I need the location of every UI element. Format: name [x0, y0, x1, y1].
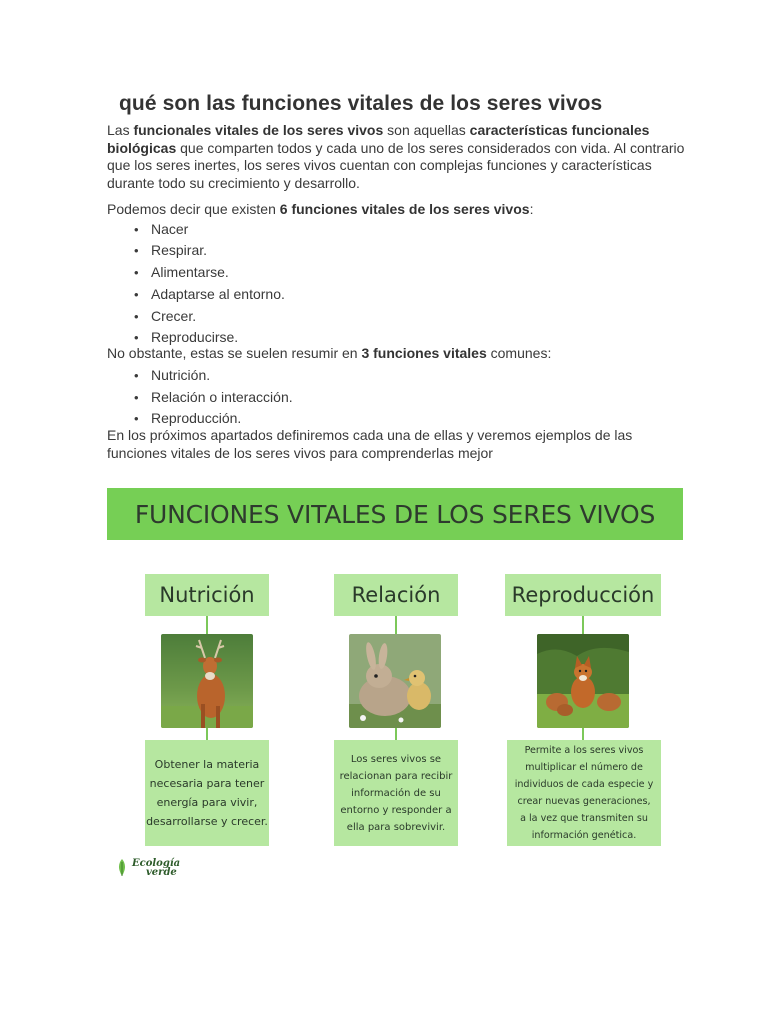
six-functions-paragraph: Podemos decir que existen 6 funciones vitales de los seres vivos:	[107, 201, 534, 217]
infographic-banner: FUNCIONES VITALES DE LOS SERES VIVOS	[107, 488, 683, 540]
deer-photo	[161, 634, 253, 728]
heading-nutricion: Nutrición	[145, 574, 269, 616]
three-functions-list	[107, 365, 687, 430]
fox-family-photo	[537, 634, 629, 728]
bunny-chick-photo	[349, 634, 441, 728]
infographic	[107, 488, 683, 888]
intro-paragraph: Las funcionales vitales de los seres vivos son aquellas características funcionales biológicas que comparten todos y cada uno de los seres considerados con vida. Al contrario que los seres inertes, los seres vivos cuentan con complejas funciones y características durante todo su crecimiento y desarrollo.	[107, 122, 685, 191]
list-item: • Crecer.	[151, 306, 687, 328]
page-title: qué son las funciones vitales de los seres vivos	[119, 92, 603, 115]
leaf-icon	[115, 858, 129, 878]
three-functions-paragraph: No obstante, estas se suelen resumir en 3 funciones vitales comunes:	[107, 345, 552, 362]
list-item: • Nutrición.	[151, 365, 687, 387]
ecologia-verde-logo: Ecología verde	[115, 858, 180, 878]
list-item: • Nacer	[151, 219, 687, 241]
list-item: • Adaptarse al entorno.	[151, 284, 687, 306]
heading-reproduccion: Reproducción	[505, 574, 661, 616]
list-item: • Respirar.	[151, 240, 687, 262]
closing-paragraph: En los próximos apartados definiremos cada una de ellas y veremos ejemplos de las funciones vitales de los seres vivos para comprenderlas mejor	[107, 427, 633, 461]
list-item: • Alimentarse.	[151, 262, 687, 284]
list-item: • Reproducirse.	[151, 327, 687, 349]
list-item: • Relación o interacción.	[151, 387, 687, 409]
desc-nutricion: Obtener la materia necesaria para tener energía para vivir, desarrollarse y crecer.	[145, 740, 269, 846]
desc-relacion: Los seres vivos se relacionan para recibir información de su entorno y responder a ella para sobrevivir.	[334, 740, 458, 846]
heading-relacion: Relación	[334, 574, 458, 616]
list-item: • Reproducción.	[151, 408, 687, 430]
six-functions-list	[107, 219, 687, 350]
desc-reproduccion: Permite a los seres vivos multiplicar el número de individuos de cada especie y crear nuevas generaciones, a la vez que transmiten su información genética.	[507, 740, 661, 846]
article	[107, 92, 687, 462]
